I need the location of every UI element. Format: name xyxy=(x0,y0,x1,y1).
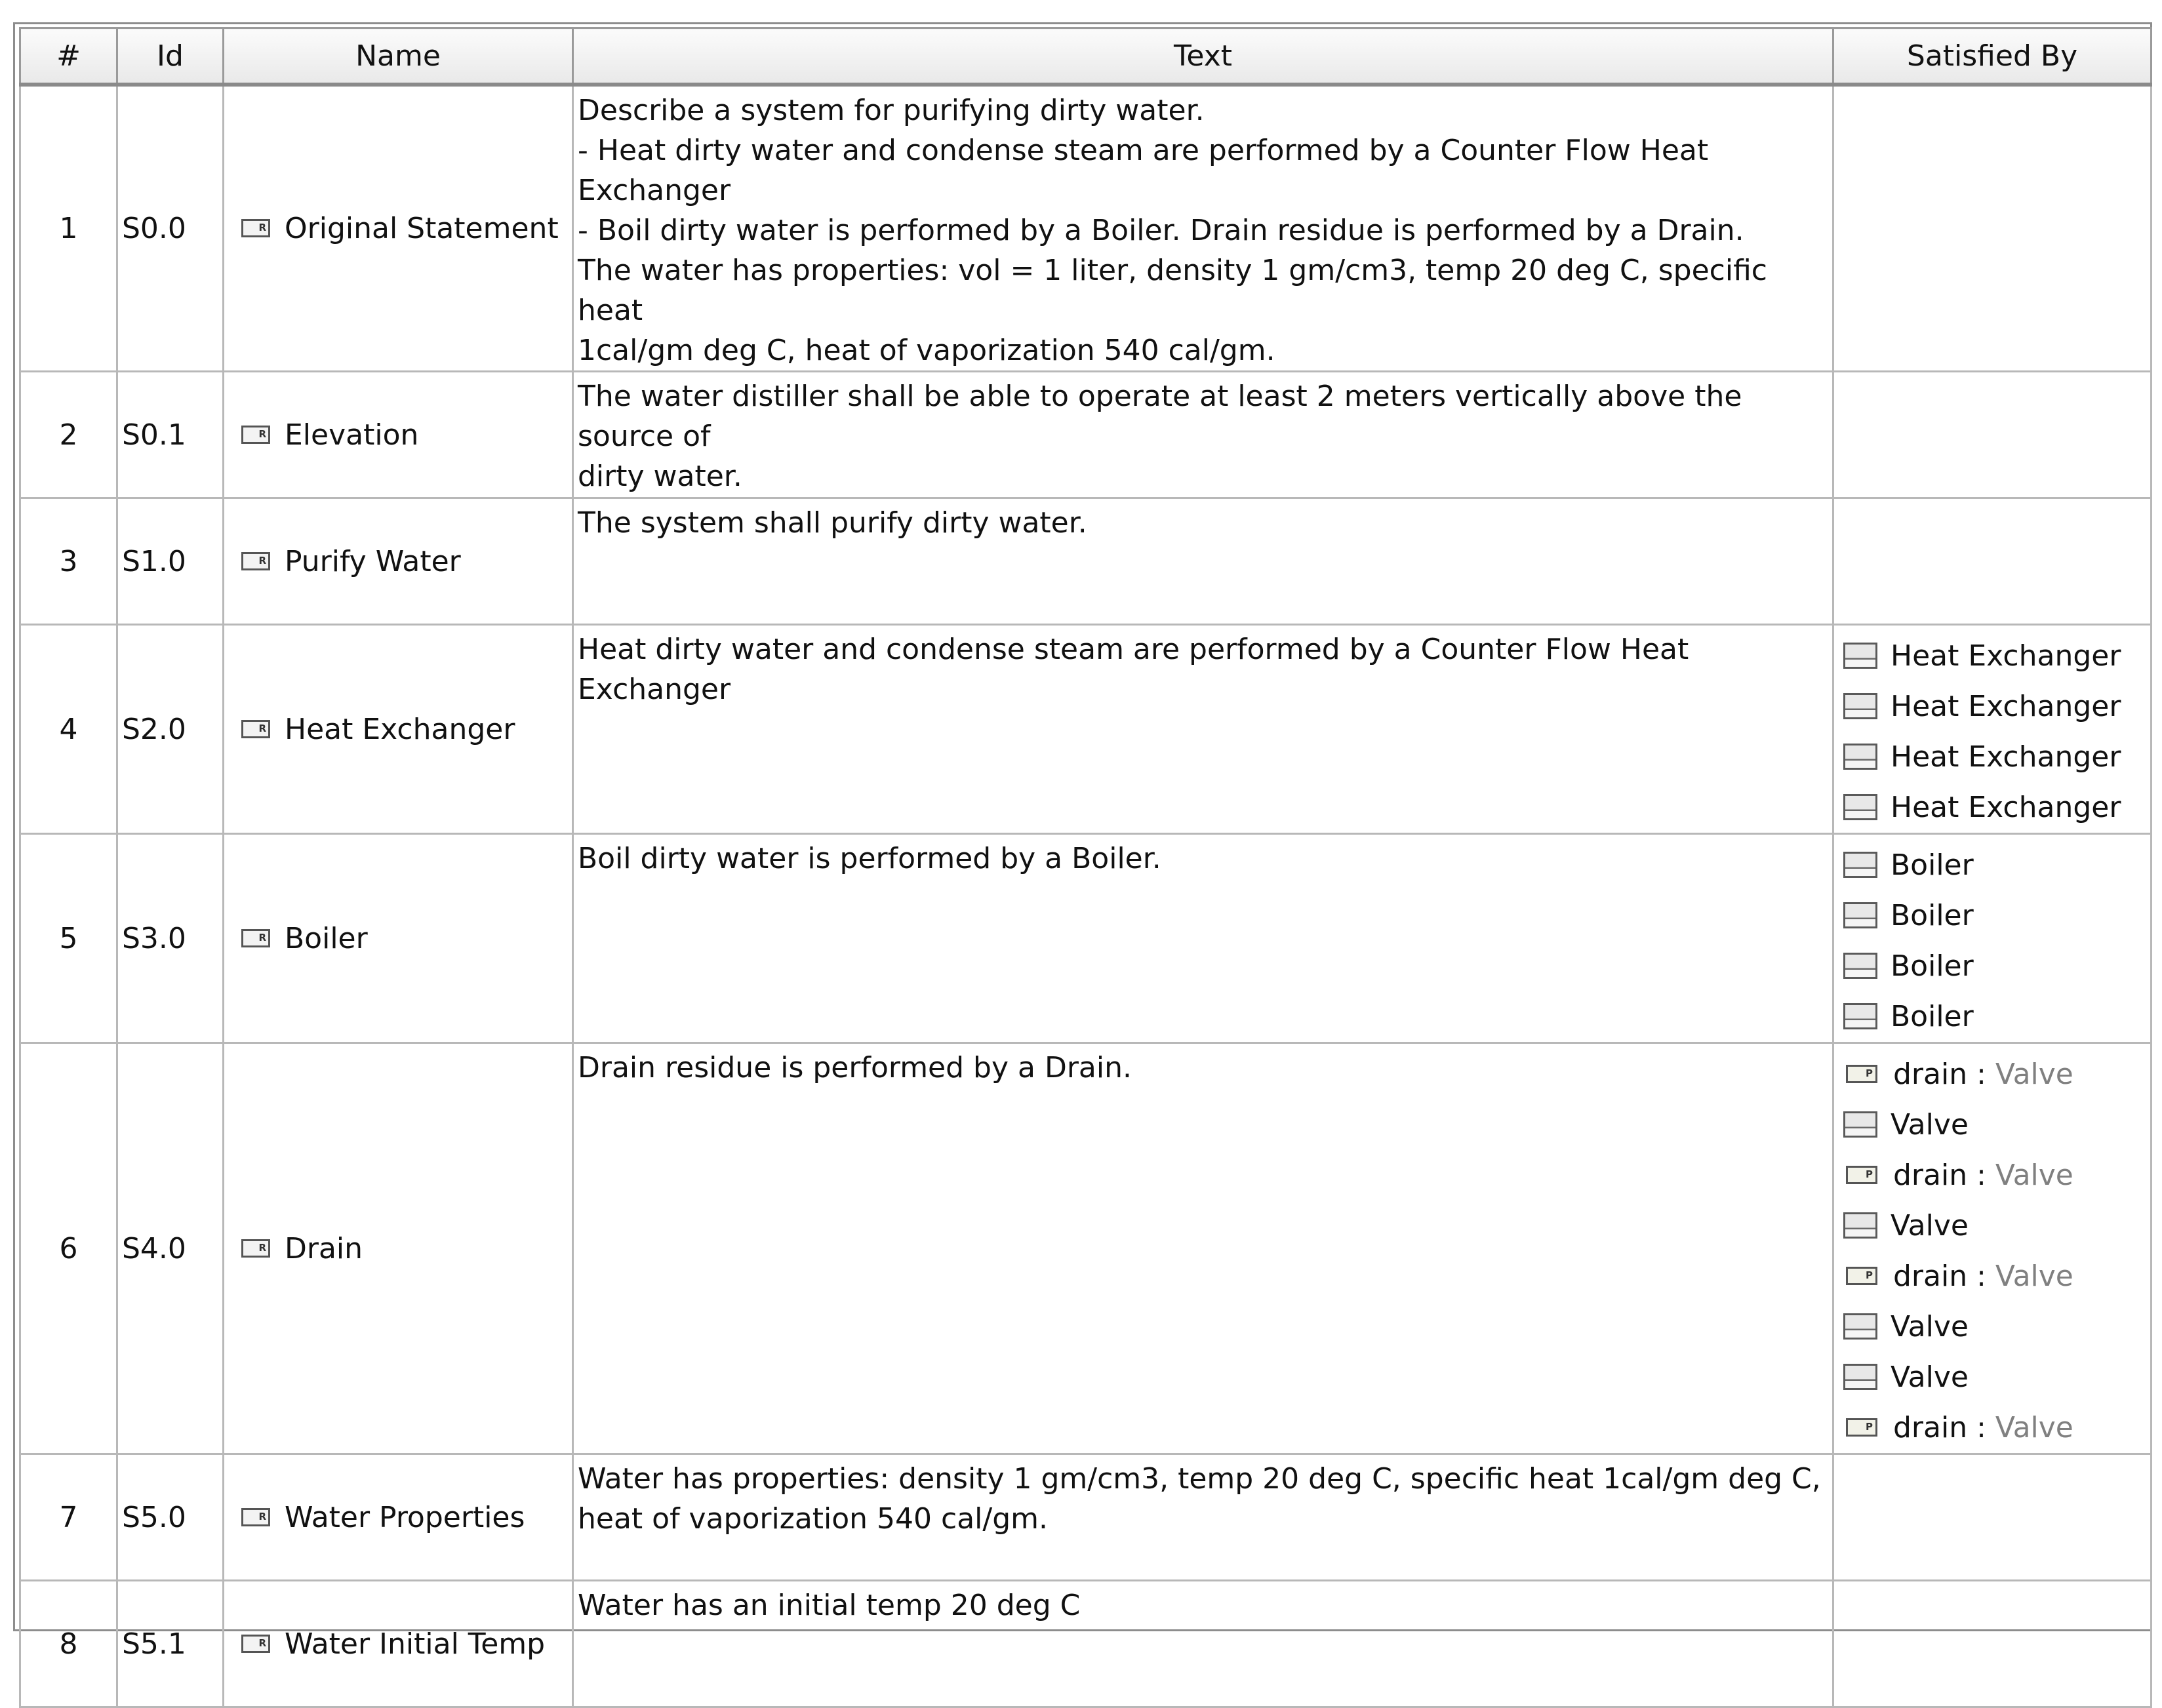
satisfier-name: Boiler xyxy=(1891,949,1974,983)
satisfier-name: Valve xyxy=(1891,1360,1969,1394)
text-cell[interactable] xyxy=(573,625,1833,834)
satisfied-by-item[interactable] xyxy=(1843,1201,2150,1251)
text-line: The water has properties: vol = 1 liter, density 1 gm/cm3, temp 20 deg C, specific heat xyxy=(578,254,1767,327)
column-header-satisfied-by[interactable]: Satisfied By xyxy=(1833,28,2152,85)
text-cell[interactable] xyxy=(573,834,1833,1043)
satisfier-name: drain xyxy=(1893,1411,1968,1444)
satisfied-by-cell[interactable] xyxy=(1833,1454,2152,1581)
satisfier-type: Valve xyxy=(1995,1159,2073,1192)
requirement-icon xyxy=(241,929,270,947)
requirement-name: Drain xyxy=(285,1231,363,1265)
satisfied-by-item[interactable] xyxy=(1843,890,2150,941)
requirement-name: Elevation xyxy=(285,418,419,452)
text-line: - Boil dirty water is performed by a Boiler. Drain residue is performed by a Drain. xyxy=(578,214,1744,247)
satisfier-name: Valve xyxy=(1891,1310,1969,1343)
satisfied-by-cell[interactable] xyxy=(1833,372,2152,498)
table-row[interactable] xyxy=(20,834,2152,1043)
name-cell[interactable] xyxy=(224,1581,573,1707)
text-line: Heat dirty water and condense steam are performed by a Counter Flow Heat Exchanger xyxy=(578,633,1689,706)
text-line: - Heat dirty water and condense steam are performed by a Counter Flow Heat Exchanger xyxy=(578,134,1709,207)
satisfier-name: Boiler xyxy=(1891,1000,1974,1033)
block-icon xyxy=(1843,744,1877,770)
block-icon xyxy=(1843,1313,1877,1340)
name-cell[interactable] xyxy=(224,834,573,1043)
id-cell[interactable]: S5.1 xyxy=(117,1581,224,1707)
part-property-icon xyxy=(1846,1065,1877,1083)
type-separator: : xyxy=(1967,1260,1995,1293)
satisfied-by-item[interactable] xyxy=(1843,782,2150,833)
text-line: The system shall purify dirty water. xyxy=(578,506,1087,540)
requirement-icon xyxy=(241,1635,270,1653)
requirement-icon xyxy=(241,219,270,237)
row-number-cell[interactable]: 3 xyxy=(20,498,117,625)
block-icon xyxy=(1843,643,1877,669)
satisfier-name: Valve xyxy=(1891,1108,1969,1142)
block-icon xyxy=(1843,852,1877,878)
satisfier-name: Heat Exchanger xyxy=(1891,639,2121,673)
satisfied-by-cell[interactable] xyxy=(1833,85,2152,372)
requirement-name: Water Properties xyxy=(285,1500,525,1534)
satisfied-by-item[interactable] xyxy=(1843,1251,2150,1301)
satisfied-by-item[interactable] xyxy=(1843,1100,2150,1150)
text-line: 1cal/gm deg C, heat of vaporization 540 cal/gm. xyxy=(578,334,1275,367)
satisfied-by-item[interactable] xyxy=(1843,1352,2150,1402)
satisfied-by-cell[interactable] xyxy=(1833,498,2152,625)
text-cell[interactable] xyxy=(573,1454,1833,1581)
text-cell[interactable] xyxy=(573,498,1833,625)
satisfier-type: Valve xyxy=(1995,1260,2073,1293)
requirement-name: Boiler xyxy=(285,921,368,955)
requirements-table-panel xyxy=(13,22,2152,1661)
text-line: dirty water. xyxy=(578,460,742,493)
requirement-icon xyxy=(241,552,270,570)
table-row[interactable] xyxy=(20,498,2152,625)
text-line: heat of vaporization 540 cal/gm. xyxy=(578,1502,1048,1536)
column-header-text[interactable]: Text xyxy=(573,28,1833,85)
text-line: The water distiller shall be able to operate at least 2 meters vertically above the source of xyxy=(578,380,1742,453)
requirements-table xyxy=(19,27,2152,1708)
name-cell[interactable] xyxy=(224,1454,573,1581)
satisfier-name: Heat Exchanger xyxy=(1891,690,2121,723)
type-separator: : xyxy=(1967,1058,1995,1091)
text-cell[interactable] xyxy=(573,372,1833,498)
block-icon xyxy=(1843,1003,1877,1029)
name-cell[interactable] xyxy=(224,625,573,834)
block-icon xyxy=(1843,693,1877,719)
block-icon xyxy=(1843,953,1877,979)
id-cell[interactable]: S0.0 xyxy=(117,85,224,372)
type-separator: : xyxy=(1967,1411,1995,1444)
part-property-icon xyxy=(1846,1166,1877,1184)
requirement-name: Heat Exchanger xyxy=(285,712,515,746)
column-header-id[interactable]: Id xyxy=(117,28,224,85)
row-number-cell[interactable]: 2 xyxy=(20,372,117,498)
table-row[interactable] xyxy=(20,1043,2152,1454)
id-cell[interactable]: S3.0 xyxy=(117,834,224,1043)
row-number-cell[interactable]: 7 xyxy=(20,1454,117,1581)
satisfied-by-item[interactable] xyxy=(1843,1150,2150,1201)
table-row[interactable] xyxy=(20,1454,2152,1581)
satisfied-by-item[interactable] xyxy=(1843,840,2150,890)
satisfier-name: drain xyxy=(1893,1159,1968,1192)
text-line: Water has properties: density 1 gm/cm3, temp 20 deg C, specific heat 1cal/gm deg C, xyxy=(578,1462,1821,1496)
name-cell[interactable] xyxy=(224,498,573,625)
name-cell[interactable] xyxy=(224,372,573,498)
row-number-cell[interactable]: 1 xyxy=(20,85,117,372)
satisfier-name: Valve xyxy=(1891,1209,1969,1242)
column-header-name[interactable]: Name xyxy=(224,28,573,85)
satisfier-name: Heat Exchanger xyxy=(1891,791,2121,824)
satisfier-name: Heat Exchanger xyxy=(1891,740,2121,774)
part-property-icon xyxy=(1846,1267,1877,1285)
part-property-icon xyxy=(1846,1418,1877,1437)
satisfier-type: Valve xyxy=(1995,1411,2073,1444)
block-icon xyxy=(1843,1364,1877,1390)
id-cell[interactable]: S1.0 xyxy=(117,498,224,625)
requirement-icon xyxy=(241,720,270,738)
table-row[interactable] xyxy=(20,372,2152,498)
satisfied-by-item[interactable] xyxy=(1843,1049,2150,1100)
header-row xyxy=(20,28,2152,85)
block-icon xyxy=(1843,902,1877,928)
satisfier-name: Boiler xyxy=(1891,899,1974,932)
text-cell[interactable] xyxy=(573,85,1833,372)
satisfied-by-cell[interactable] xyxy=(1833,1581,2152,1707)
row-number-cell[interactable]: 5 xyxy=(20,834,117,1043)
name-cell[interactable] xyxy=(224,1043,573,1454)
satisfied-by-item[interactable] xyxy=(1843,1402,2150,1453)
text-line: Boil dirty water is performed by a Boiler. xyxy=(578,842,1161,875)
row-number-cell[interactable]: 4 xyxy=(20,625,117,834)
satisfier-name: drain xyxy=(1893,1260,1968,1293)
satisfied-by-item[interactable] xyxy=(1843,631,2150,681)
satisfied-by-cell[interactable] xyxy=(1833,834,2152,1043)
text-cell[interactable] xyxy=(573,1043,1833,1454)
block-icon xyxy=(1843,794,1877,820)
satisfied-by-cell[interactable] xyxy=(1833,625,2152,834)
satisfied-by-item[interactable] xyxy=(1843,732,2150,782)
column-header-number[interactable]: # xyxy=(20,28,117,85)
text-line: Describe a system for purifying dirty water. xyxy=(578,94,1205,127)
text-line: Drain residue is performed by a Drain. xyxy=(578,1051,1132,1084)
satisfier-type: Valve xyxy=(1995,1058,2073,1091)
row-number-cell[interactable]: 6 xyxy=(20,1043,117,1454)
id-cell[interactable]: S5.0 xyxy=(117,1454,224,1581)
table-row[interactable] xyxy=(20,85,2152,372)
requirement-name: Purify Water xyxy=(285,544,461,578)
block-icon xyxy=(1843,1111,1877,1138)
satisfied-by-item[interactable] xyxy=(1843,681,2150,732)
satisfied-by-cell[interactable] xyxy=(1833,1043,2152,1454)
block-icon xyxy=(1843,1212,1877,1239)
id-cell[interactable]: S0.1 xyxy=(117,372,224,498)
requirement-icon xyxy=(241,1508,270,1526)
text-cell[interactable] xyxy=(573,1581,1833,1707)
requirement-name: Water Initial Temp xyxy=(285,1627,546,1661)
type-separator: : xyxy=(1967,1159,1995,1192)
table-row[interactable] xyxy=(20,625,2152,834)
name-cell[interactable] xyxy=(224,85,573,372)
id-cell[interactable]: S2.0 xyxy=(117,625,224,834)
satisfied-by-item[interactable] xyxy=(1843,991,2150,1042)
id-cell[interactable]: S4.0 xyxy=(117,1043,224,1454)
row-number-cell[interactable]: 8 xyxy=(20,1581,117,1707)
satisfier-name: Boiler xyxy=(1891,848,1974,882)
satisfied-by-item[interactable] xyxy=(1843,1301,2150,1352)
text-line: Water has an initial temp 20 deg C xyxy=(578,1589,1081,1622)
satisfier-name: drain xyxy=(1893,1058,1968,1091)
requirement-icon xyxy=(241,426,270,444)
requirement-icon xyxy=(241,1239,270,1258)
satisfied-by-item[interactable] xyxy=(1843,941,2150,991)
requirement-name: Original Statement xyxy=(285,212,559,245)
table-row[interactable] xyxy=(20,1581,2152,1707)
